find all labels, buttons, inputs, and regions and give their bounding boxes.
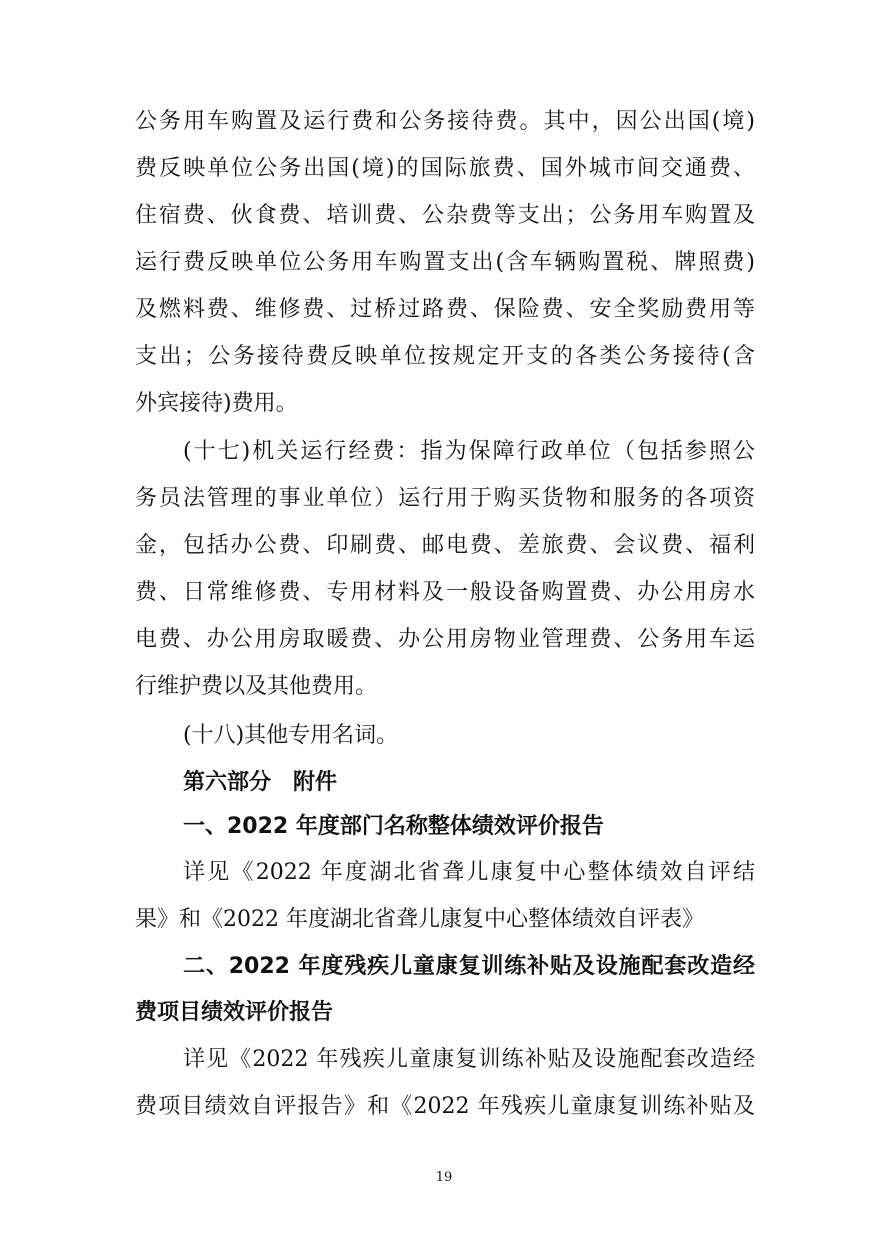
- paragraph-line: 运行费反映单位公务用车购置支出(含车辆购置税、牌照费): [135, 250, 755, 275]
- paragraph-line: 果》和《2022 年度湖北省聋儿康复中心整体绩效自评表》: [135, 907, 704, 932]
- paragraph-line: 务员法管理的事业单位）运行用于购买货物和服务的各项资: [135, 486, 755, 511]
- paragraph-line: 支出；公务接待费反映单位按规定开支的各类公务接待(含: [135, 344, 755, 369]
- paragraph-line: (十七)机关运行经费：指为保障行政单位（包括参照公: [183, 439, 755, 464]
- paragraph-line: 费反映单位公务出国(境)的国际旅费、国外城市间交通费、: [135, 156, 755, 181]
- paragraph-line: 详见《2022 年度湖北省聋儿康复中心整体绩效自评结: [183, 860, 755, 885]
- paragraph-line: 费项目绩效自评报告》和《2022 年残疾儿童康复训练补贴及: [135, 1094, 755, 1119]
- paragraph-line: 费、日常维修费、专用材料及一般设备购置费、办公用房水: [135, 580, 755, 605]
- paragraph-line: 行维护费以及其他费用。: [135, 674, 378, 699]
- paragraph-line: 电费、办公用房取暖费、办公用房物业管理费、公务用车运: [135, 627, 755, 652]
- paragraph-line: 公务用车购置及运行费和公务接待费。其中，因公出国(境): [135, 109, 755, 134]
- paragraph-line: 及燃料费、维修费、过桥过路费、保险费、安全奖励费用等: [135, 297, 755, 322]
- paragraph-line: 住宿费、伙食费、培训费、公杂费等支出；公务用车购置及: [135, 203, 755, 228]
- paragraph-line: (十八)其他专用名词。: [183, 723, 399, 748]
- subsection-heading: 二、2022 年度残疾儿童康复训练补贴及设施配套改造经: [183, 954, 755, 979]
- paragraph-line: 外宾接待)费用。: [135, 391, 298, 416]
- section-heading: 第六部分 附件: [183, 770, 338, 795]
- subsection-heading: 一、2022 年度部门名称整体绩效评价报告: [183, 814, 604, 839]
- paragraph-line: 金，包括办公费、印刷费、邮电费、差旅费、会议费、福利: [135, 533, 755, 558]
- subsection-heading-continued: 费项目绩效评价报告: [135, 1000, 334, 1025]
- page-number: 19: [435, 1170, 453, 1185]
- paragraph-line: 详见《2022 年残疾儿童康复训练补贴及设施配套改造经: [183, 1047, 755, 1072]
